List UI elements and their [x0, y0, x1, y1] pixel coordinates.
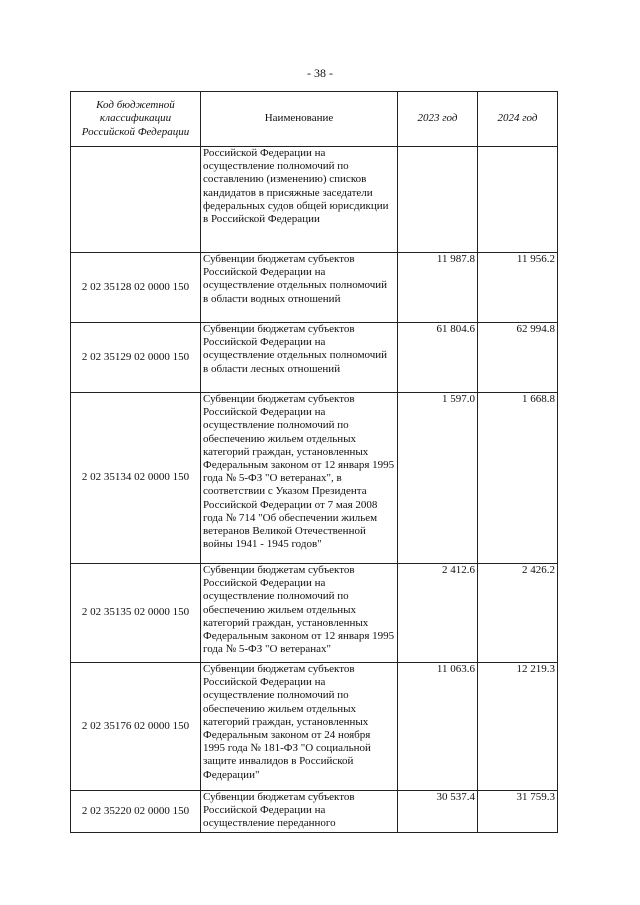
row-value-2023: 30 537.4: [398, 791, 478, 833]
row-value-2023: [398, 147, 478, 253]
header-year-2023: 2023 год: [398, 92, 478, 147]
row-name: Российской Федерации на осуществление полномочий по составлению (изменению) списков кандидатов в присяжные заседатели федеральных судов общей юрисдикции в Российской Федерации: [201, 147, 398, 253]
row-value-2023: 11 063.6: [398, 663, 478, 791]
row-value-2023: 61 804.6: [398, 323, 478, 393]
table-header-row: [71, 92, 558, 147]
page-number: - 38 -: [307, 66, 333, 80]
table-row: [71, 393, 558, 564]
row-name: Субвенции бюджетам субъектов Российской Федерации на осуществление полномочий по обеспечению жильем отдельных категорий граждан, установленных Федеральным законом от 12 января 1995 года № 5-ФЗ "О ветеранах": [201, 564, 398, 663]
table-row: [71, 323, 558, 393]
row-code: 2 02 35134 02 0000 150: [71, 393, 201, 564]
row-code: 2 02 35129 02 0000 150: [71, 323, 201, 393]
row-code: 2 02 35135 02 0000 150: [71, 564, 201, 663]
row-value-2023: 11 987.8: [398, 253, 478, 323]
row-code: 2 02 35128 02 0000 150: [71, 253, 201, 323]
budget-table: [70, 91, 558, 833]
row-value-2024: 1 668.8: [478, 393, 558, 564]
row-value-2024: 2 426.2: [478, 564, 558, 663]
table-row: [71, 663, 558, 791]
table-row: [71, 253, 558, 323]
row-name: Субвенции бюджетам субъектов Российской Федерации на осуществление отдельных полномочий в области водных отношений: [201, 253, 398, 323]
row-value-2024: 12 219.3: [478, 663, 558, 791]
row-value-2024: 11 956.2: [478, 253, 558, 323]
table-row: [71, 147, 558, 253]
row-name: Субвенции бюджетам субъектов Российской Федерации на осуществление полномочий по обеспечению жильем отдельных категорий граждан, установленных Федеральным законом от 12 января 1995 года № 5-ФЗ "О ветеранах", в соответствии с Указом Президента Российской Федерации от 7 мая 2008 года № 714 "Об обеспечении жильем ветеранов Великой Отечественной войны 1941 - 1945 годов": [201, 393, 398, 564]
row-code: [71, 147, 201, 253]
row-code: 2 02 35220 02 0000 150: [71, 791, 201, 833]
header-name: Наименование: [201, 92, 398, 147]
header-year-2024: 2024 год: [478, 92, 558, 147]
table-row: [71, 564, 558, 663]
row-value-2024: [478, 147, 558, 253]
row-name: Субвенции бюджетам субъектов Российской Федерации на осуществление полномочий по обеспечению жильем отдельных категорий граждан, установленных Федеральным законом от 24 ноября 1995 года № 181-ФЗ "О социальной защите инвалидов в Российской Федерации": [201, 663, 398, 791]
row-value-2024: 31 759.3: [478, 791, 558, 833]
header-code: Код бюджетной классификации Российской Федерации: [71, 92, 201, 147]
row-name: Субвенции бюджетам субъектов Российской Федерации на осуществление переданного: [201, 791, 398, 833]
row-name: Субвенции бюджетам субъектов Российской Федерации на осуществление отдельных полномочий в области лесных отношений: [201, 323, 398, 393]
table-row: [71, 791, 558, 833]
row-code: 2 02 35176 02 0000 150: [71, 663, 201, 791]
row-value-2023: 2 412.6: [398, 564, 478, 663]
row-value-2024: 62 994.8: [478, 323, 558, 393]
row-value-2023: 1 597.0: [398, 393, 478, 564]
